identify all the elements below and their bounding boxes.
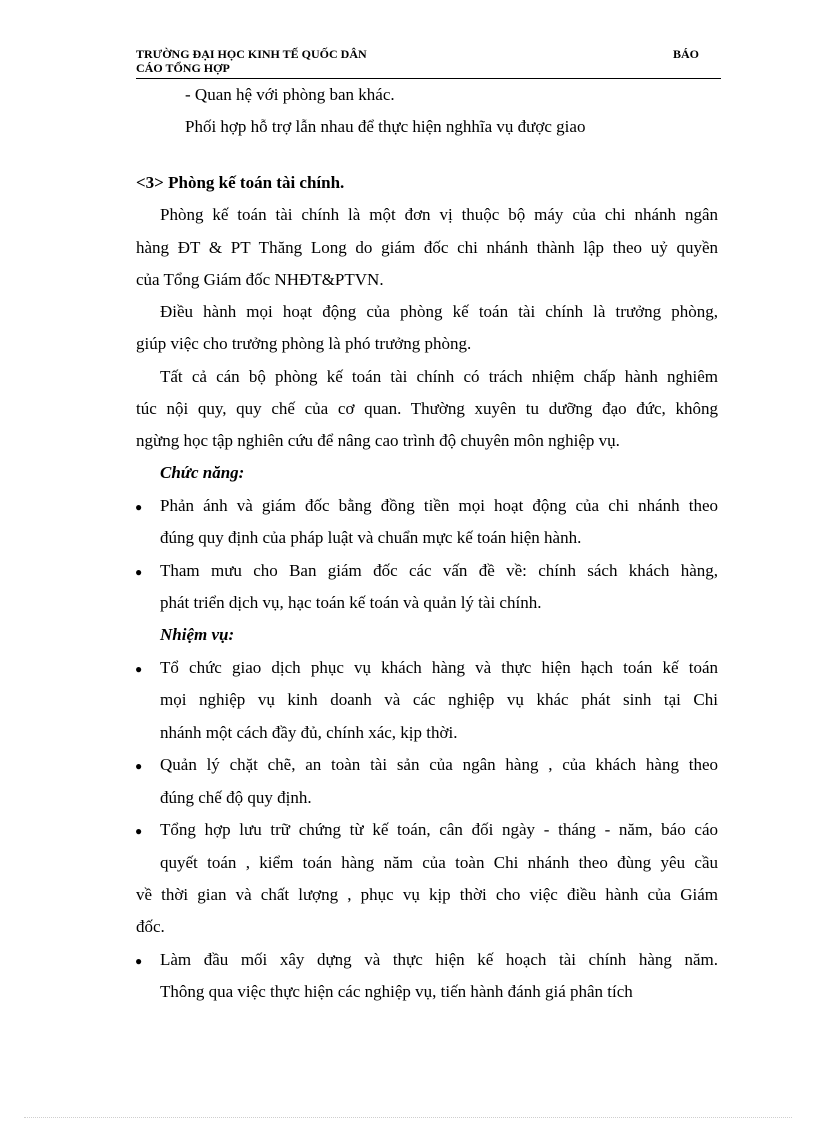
- paragraph-line: giúp việc cho trưởng phòng là phó trưởng phòng.: [136, 334, 472, 353]
- list-item-line: phát triển dịch vụ, hạc toán kế toán và quản lý tài chính.: [160, 593, 542, 612]
- list-item-line: Quản lý chặt chẽ, an toàn tài sản của ngân hàng , của khách hàng theo: [160, 755, 718, 774]
- list-item-line: Làm đầu mối xây dựng và thực hiện kế hoạch tài chính hàng năm.: [160, 950, 718, 969]
- page-header: [136, 47, 721, 75]
- bullet-icon: ●: [135, 565, 143, 579]
- header-report-continuation: CÁO TỔNG HỢP: [136, 61, 230, 75]
- relation-line: - Quan hệ với phòng ban khác.: [185, 85, 395, 104]
- list-item-line: Tổ chức giao dịch phục vụ khách hàng và thực hiện hạch toán kế toán: [160, 658, 718, 677]
- paragraph-line: Điều hành mọi hoạt động của phòng kế toán tài chính là trưởng phòng,: [160, 302, 718, 321]
- list-item-line: quyết toán , kiểm toán hàng năm của toàn Chi nhánh theo đùng yêu cầu: [160, 853, 718, 872]
- list-item-line: đúng chế độ quy định.: [160, 788, 312, 807]
- header-rule: [136, 78, 721, 79]
- paragraph-line: Tất cả cán bộ phòng kế toán tài chính có trách nhiệm chấp hành nghiêm: [160, 367, 718, 386]
- list-item-line: Tham mưu cho Ban giám đốc các vấn đề về: chính sách khách hàng,: [160, 561, 718, 580]
- header-school-name: TRƯỜNG ĐẠI HỌC KINH TẾ QUỐC DÂN: [136, 47, 367, 61]
- page-bottom-dotted-border: [24, 1117, 792, 1118]
- list-item-line: mọi nghiệp vụ kinh doanh và các nghiệp vụ khác phát sinh tại Chi: [160, 690, 718, 709]
- paragraph-line: túc nội quy, quy chế của cơ quan. Thường xuyên tu dưỡng đạo đức, không: [136, 399, 718, 418]
- header-report-word: BÁO: [672, 47, 699, 61]
- section-title: <3> Phòng kế toán tài chính.: [136, 173, 345, 192]
- list-item-line: nhánh một cách đầy đủ, chính xác, kịp thời.: [160, 723, 458, 742]
- list-item-line: về thời gian và chất lượng , phục vụ kịp thời cho việc điều hành của Giám: [136, 885, 718, 904]
- list-item-line: Phản ánh và giám đốc bằng đồng tiền mọi hoạt động của chi nhánh theo: [160, 496, 718, 515]
- bullet-icon: ●: [135, 662, 143, 676]
- duties-heading: Nhiệm vụ:: [160, 625, 235, 644]
- list-item-line: Thông qua việc thực hiện các nghiệp vụ, tiến hành đánh giá phân tích: [160, 982, 633, 1001]
- paragraph-line: hàng ĐT & PT Thăng Long do giám đốc chi nhánh thành lập theo uỷ quyền: [136, 238, 718, 257]
- bullet-icon: ●: [135, 500, 143, 514]
- bullet-icon: ●: [135, 824, 143, 838]
- paragraph-line: Phòng kế toán tài chính là một đơn vị thuộc bộ máy của chi nhánh ngân: [160, 205, 718, 224]
- paragraph-line: của Tổng Giám đốc NHĐT&PTVN.: [136, 270, 384, 289]
- list-item-line: Tổng hợp lưu trữ chứng từ kế toán, cân đối ngày - tháng - năm, báo cáo: [160, 820, 718, 839]
- paragraph-line: ngừng học tập nghiên cứu để nâng cao trình độ chuyên môn nghiệp vụ.: [136, 431, 620, 450]
- bullet-icon: ●: [135, 954, 143, 968]
- list-item-line: đúng quy định của pháp luật và chuẩn mực kế toán hiện hành.: [160, 528, 582, 547]
- functions-heading: Chức năng:: [160, 463, 245, 482]
- cooperate-line: Phối hợp hỗ trợ lẫn nhau để thực hiện nghhĩa vụ được giao: [185, 117, 586, 136]
- list-item-line: đốc.: [136, 917, 165, 936]
- bullet-icon: ●: [135, 759, 143, 773]
